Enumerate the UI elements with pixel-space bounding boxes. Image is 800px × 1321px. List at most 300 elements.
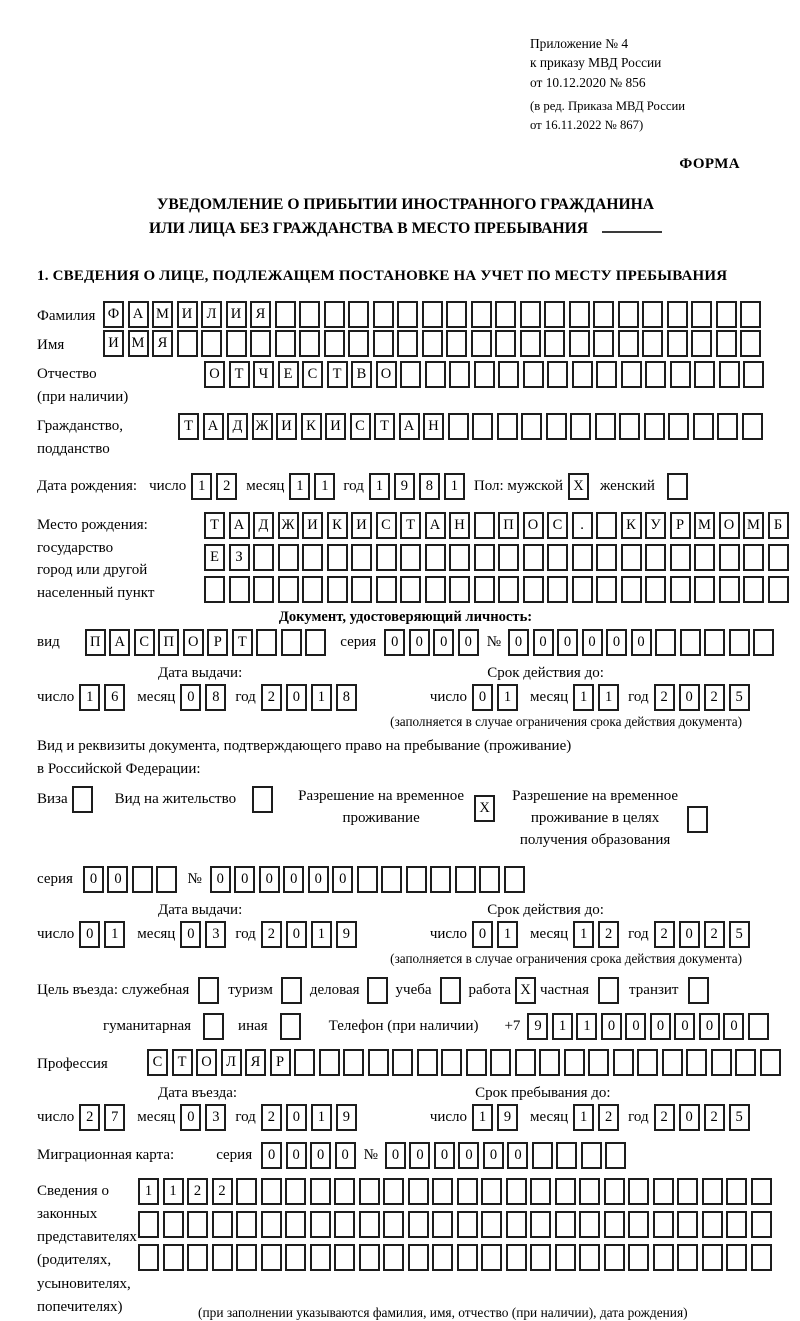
char-cell[interactable]: О (204, 361, 225, 388)
char-cell[interactable] (351, 544, 372, 571)
char-cell[interactable] (668, 413, 689, 440)
char-cell[interactable]: П (158, 629, 179, 656)
char-cell[interactable] (359, 1244, 380, 1271)
char-cell[interactable]: 2 (261, 921, 282, 948)
char-cell[interactable]: 0 (409, 629, 430, 656)
char-cell[interactable] (229, 576, 250, 603)
char-cell[interactable] (327, 544, 348, 571)
char-cell[interactable] (471, 330, 492, 357)
char-cell[interactable] (711, 1049, 732, 1076)
char-cell[interactable] (523, 576, 544, 603)
char-cell[interactable] (422, 330, 443, 357)
char-cell[interactable] (619, 413, 640, 440)
char-cell[interactable]: Т (229, 361, 250, 388)
char-cell[interactable] (717, 413, 738, 440)
char-cell[interactable] (448, 413, 469, 440)
char-cell[interactable] (472, 413, 493, 440)
char-cell[interactable]: К (621, 512, 642, 539)
char-cell[interactable] (250, 330, 271, 357)
char-cell[interactable] (588, 1049, 609, 1076)
char-cell[interactable] (504, 866, 525, 893)
char-cell[interactable] (449, 544, 470, 571)
char-cell[interactable]: Т (374, 413, 395, 440)
char-cell[interactable]: 2 (261, 684, 282, 711)
char-cell[interactable]: 0 (79, 921, 100, 948)
char-cell[interactable]: 2 (79, 1104, 100, 1131)
char-cell[interactable]: 9 (336, 1104, 357, 1131)
char-cell[interactable] (285, 1178, 306, 1205)
char-cell[interactable] (187, 1244, 208, 1271)
char-cell[interactable] (156, 866, 177, 893)
char-cell[interactable]: И (276, 413, 297, 440)
char-cell[interactable]: 6 (104, 684, 125, 711)
char-cell[interactable] (408, 1244, 429, 1271)
char-cell[interactable] (457, 1244, 478, 1271)
char-cell[interactable] (544, 330, 565, 357)
char-cell[interactable] (471, 301, 492, 328)
char-cell[interactable] (579, 1244, 600, 1271)
char-cell[interactable] (359, 1178, 380, 1205)
char-cell[interactable]: 0 (234, 866, 255, 893)
char-cell[interactable] (457, 1211, 478, 1238)
char-cell[interactable]: 0 (283, 866, 304, 893)
char-cell[interactable] (400, 544, 421, 571)
char-cell[interactable] (628, 1211, 649, 1238)
char-cell[interactable] (163, 1244, 184, 1271)
char-cell[interactable] (490, 1049, 511, 1076)
char-cell[interactable]: 0 (507, 1142, 528, 1169)
char-cell[interactable] (719, 576, 740, 603)
char-cell[interactable] (201, 330, 222, 357)
char-cell[interactable]: X (515, 977, 536, 1004)
char-cell[interactable] (285, 1211, 306, 1238)
char-cell[interactable] (753, 629, 774, 656)
char-cell[interactable] (547, 361, 568, 388)
char-cell[interactable] (662, 1049, 683, 1076)
char-cell[interactable]: 3 (205, 921, 226, 948)
char-cell[interactable] (642, 330, 663, 357)
char-cell[interactable] (515, 1049, 536, 1076)
char-cell[interactable] (520, 330, 541, 357)
char-cell[interactable] (693, 413, 714, 440)
char-cell[interactable]: 2 (212, 1178, 233, 1205)
char-cell[interactable] (716, 330, 737, 357)
char-cell[interactable]: Т (172, 1049, 193, 1076)
char-cell[interactable]: 0 (180, 921, 201, 948)
char-cell[interactable] (367, 977, 388, 1004)
char-cell[interactable] (302, 544, 323, 571)
char-cell[interactable] (334, 1244, 355, 1271)
char-cell[interactable]: Е (204, 544, 225, 571)
char-cell[interactable] (281, 977, 302, 1004)
char-cell[interactable]: С (547, 512, 568, 539)
char-cell[interactable]: 1 (289, 473, 310, 500)
char-cell[interactable]: 1 (573, 684, 594, 711)
char-cell[interactable] (670, 576, 691, 603)
char-cell[interactable]: М (152, 301, 173, 328)
char-cell[interactable] (572, 361, 593, 388)
char-cell[interactable]: 2 (216, 473, 237, 500)
char-cell[interactable]: 0 (286, 1104, 307, 1131)
char-cell[interactable] (324, 301, 345, 328)
char-cell[interactable] (359, 1211, 380, 1238)
char-cell[interactable]: О (376, 361, 397, 388)
char-cell[interactable] (645, 361, 666, 388)
char-cell[interactable]: 1 (576, 1013, 597, 1040)
char-cell[interactable] (680, 629, 701, 656)
char-cell[interactable]: 1 (163, 1178, 184, 1205)
char-cell[interactable] (449, 576, 470, 603)
char-cell[interactable] (729, 629, 750, 656)
char-cell[interactable] (278, 544, 299, 571)
char-cell[interactable] (348, 301, 369, 328)
char-cell[interactable]: 1 (191, 473, 212, 500)
char-cell[interactable] (691, 301, 712, 328)
char-cell[interactable] (294, 1049, 315, 1076)
char-cell[interactable]: 0 (433, 629, 454, 656)
char-cell[interactable]: С (134, 629, 155, 656)
char-cell[interactable] (334, 1211, 355, 1238)
char-cell[interactable] (645, 544, 666, 571)
char-cell[interactable]: 7 (104, 1104, 125, 1131)
char-cell[interactable] (253, 544, 274, 571)
char-cell[interactable]: 0 (385, 1142, 406, 1169)
char-cell[interactable] (497, 413, 518, 440)
char-cell[interactable] (604, 1244, 625, 1271)
char-cell[interactable]: Р (207, 629, 228, 656)
char-cell[interactable]: 0 (261, 1142, 282, 1169)
char-cell[interactable]: 2 (704, 1104, 725, 1131)
char-cell[interactable]: У (645, 512, 666, 539)
char-cell[interactable]: 0 (625, 1013, 646, 1040)
char-cell[interactable]: 0 (409, 1142, 430, 1169)
char-cell[interactable] (432, 1211, 453, 1238)
char-cell[interactable]: 0 (83, 866, 104, 893)
char-cell[interactable] (748, 1013, 769, 1040)
char-cell[interactable] (425, 361, 446, 388)
char-cell[interactable]: 0 (679, 1104, 700, 1131)
char-cell[interactable]: 9 (336, 921, 357, 948)
char-cell[interactable] (278, 576, 299, 603)
char-cell[interactable] (572, 544, 593, 571)
char-cell[interactable] (422, 301, 443, 328)
char-cell[interactable] (408, 1211, 429, 1238)
char-cell[interactable]: 2 (261, 1104, 282, 1131)
char-cell[interactable] (343, 1049, 364, 1076)
char-cell[interactable] (495, 301, 516, 328)
char-cell[interactable]: 2 (654, 684, 675, 711)
char-cell[interactable] (261, 1211, 282, 1238)
char-cell[interactable]: А (203, 413, 224, 440)
char-cell[interactable]: Ж (278, 512, 299, 539)
char-cell[interactable] (521, 413, 542, 440)
char-cell[interactable]: 1 (79, 684, 100, 711)
char-cell[interactable] (299, 330, 320, 357)
char-cell[interactable] (564, 1049, 585, 1076)
char-cell[interactable]: 1 (444, 473, 465, 500)
char-cell[interactable] (688, 977, 709, 1004)
char-cell[interactable] (446, 301, 467, 328)
char-cell[interactable]: 5 (729, 684, 750, 711)
char-cell[interactable] (198, 977, 219, 1004)
char-cell[interactable]: 0 (508, 629, 529, 656)
char-cell[interactable] (376, 576, 397, 603)
char-cell[interactable] (212, 1244, 233, 1271)
char-cell[interactable] (72, 786, 93, 813)
char-cell[interactable]: И (103, 330, 124, 357)
char-cell[interactable] (581, 1142, 602, 1169)
char-cell[interactable] (373, 301, 394, 328)
char-cell[interactable]: Т (400, 512, 421, 539)
char-cell[interactable]: 0 (533, 629, 554, 656)
char-cell[interactable]: И (351, 512, 372, 539)
char-cell[interactable]: 1 (104, 921, 125, 948)
char-cell[interactable] (667, 330, 688, 357)
char-cell[interactable] (212, 1211, 233, 1238)
char-cell[interactable] (569, 330, 590, 357)
char-cell[interactable] (735, 1049, 756, 1076)
char-cell[interactable] (555, 1178, 576, 1205)
char-cell[interactable]: 0 (650, 1013, 671, 1040)
char-cell[interactable]: С (376, 512, 397, 539)
char-cell[interactable] (446, 330, 467, 357)
char-cell[interactable] (466, 1049, 487, 1076)
char-cell[interactable] (252, 786, 273, 813)
char-cell[interactable] (572, 576, 593, 603)
char-cell[interactable]: Д (253, 512, 274, 539)
char-cell[interactable]: 0 (699, 1013, 720, 1040)
char-cell[interactable] (226, 330, 247, 357)
char-cell[interactable] (618, 301, 639, 328)
char-cell[interactable]: В (351, 361, 372, 388)
char-cell[interactable]: Л (201, 301, 222, 328)
char-cell[interactable] (397, 301, 418, 328)
char-cell[interactable] (702, 1211, 723, 1238)
char-cell[interactable] (506, 1244, 527, 1271)
char-cell[interactable] (628, 1178, 649, 1205)
char-cell[interactable]: 9 (394, 473, 415, 500)
char-cell[interactable] (719, 361, 740, 388)
char-cell[interactable] (604, 1211, 625, 1238)
char-cell[interactable]: И (177, 301, 198, 328)
char-cell[interactable] (299, 301, 320, 328)
char-cell[interactable] (406, 866, 427, 893)
char-cell[interactable]: 0 (335, 1142, 356, 1169)
char-cell[interactable] (618, 330, 639, 357)
char-cell[interactable] (751, 1178, 772, 1205)
char-cell[interactable]: 0 (286, 1142, 307, 1169)
char-cell[interactable]: 0 (458, 1142, 479, 1169)
char-cell[interactable] (138, 1211, 159, 1238)
char-cell[interactable]: . (572, 512, 593, 539)
char-cell[interactable]: 0 (674, 1013, 695, 1040)
char-cell[interactable] (481, 1211, 502, 1238)
char-cell[interactable] (481, 1178, 502, 1205)
char-cell[interactable]: 1 (598, 684, 619, 711)
char-cell[interactable] (132, 866, 153, 893)
char-cell[interactable]: 1 (314, 473, 335, 500)
char-cell[interactable]: 0 (286, 684, 307, 711)
char-cell[interactable] (334, 1178, 355, 1205)
char-cell[interactable]: М (128, 330, 149, 357)
char-cell[interactable] (236, 1211, 257, 1238)
char-cell[interactable] (621, 576, 642, 603)
char-cell[interactable] (544, 301, 565, 328)
char-cell[interactable]: 0 (723, 1013, 744, 1040)
char-cell[interactable] (506, 1211, 527, 1238)
char-cell[interactable] (704, 629, 725, 656)
char-cell[interactable]: 5 (729, 1104, 750, 1131)
char-cell[interactable]: 0 (384, 629, 405, 656)
char-cell[interactable] (530, 1178, 551, 1205)
char-cell[interactable] (408, 1178, 429, 1205)
char-cell[interactable] (310, 1244, 331, 1271)
char-cell[interactable]: Т (178, 413, 199, 440)
char-cell[interactable]: 1 (311, 1104, 332, 1131)
char-cell[interactable]: А (425, 512, 446, 539)
char-cell[interactable]: 2 (598, 921, 619, 948)
char-cell[interactable] (547, 576, 568, 603)
char-cell[interactable] (621, 361, 642, 388)
char-cell[interactable] (740, 301, 761, 328)
char-cell[interactable] (670, 544, 691, 571)
char-cell[interactable]: 0 (180, 684, 201, 711)
char-cell[interactable]: Л (221, 1049, 242, 1076)
char-cell[interactable]: 0 (631, 629, 652, 656)
char-cell[interactable] (686, 1049, 707, 1076)
char-cell[interactable] (523, 361, 544, 388)
char-cell[interactable] (694, 361, 715, 388)
char-cell[interactable]: 0 (180, 1104, 201, 1131)
char-cell[interactable] (642, 301, 663, 328)
char-cell[interactable]: 8 (336, 684, 357, 711)
char-cell[interactable] (417, 1049, 438, 1076)
char-cell[interactable]: Ч (253, 361, 274, 388)
char-cell[interactable] (449, 361, 470, 388)
char-cell[interactable]: М (694, 512, 715, 539)
char-cell[interactable]: И (325, 413, 346, 440)
char-cell[interactable]: 0 (310, 1142, 331, 1169)
char-cell[interactable] (498, 361, 519, 388)
char-cell[interactable] (498, 544, 519, 571)
char-cell[interactable] (383, 1211, 404, 1238)
char-cell[interactable]: 1 (311, 921, 332, 948)
char-cell[interactable]: О (183, 629, 204, 656)
char-cell[interactable] (667, 473, 688, 500)
char-cell[interactable]: 0 (601, 1013, 622, 1040)
char-cell[interactable] (383, 1244, 404, 1271)
char-cell[interactable] (474, 544, 495, 571)
char-cell[interactable] (523, 544, 544, 571)
char-cell[interactable]: 1 (573, 921, 594, 948)
char-cell[interactable]: О (196, 1049, 217, 1076)
char-cell[interactable]: 0 (107, 866, 128, 893)
char-cell[interactable] (479, 866, 500, 893)
char-cell[interactable] (457, 1178, 478, 1205)
char-cell[interactable]: 2 (187, 1178, 208, 1205)
char-cell[interactable] (670, 361, 691, 388)
char-cell[interactable]: И (302, 512, 323, 539)
char-cell[interactable]: 0 (210, 866, 231, 893)
char-cell[interactable]: 2 (598, 1104, 619, 1131)
char-cell[interactable]: 1 (472, 1104, 493, 1131)
char-cell[interactable]: С (350, 413, 371, 440)
char-cell[interactable] (598, 977, 619, 1004)
char-cell[interactable]: 0 (332, 866, 353, 893)
char-cell[interactable] (376, 544, 397, 571)
char-cell[interactable] (596, 512, 617, 539)
char-cell[interactable] (605, 1142, 626, 1169)
char-cell[interactable] (204, 576, 225, 603)
char-cell[interactable] (579, 1178, 600, 1205)
char-cell[interactable] (653, 1178, 674, 1205)
char-cell[interactable] (555, 1211, 576, 1238)
char-cell[interactable]: 1 (369, 473, 390, 500)
char-cell[interactable] (547, 544, 568, 571)
char-cell[interactable] (743, 544, 764, 571)
char-cell[interactable] (275, 330, 296, 357)
char-cell[interactable] (555, 1244, 576, 1271)
char-cell[interactable]: А (109, 629, 130, 656)
char-cell[interactable] (751, 1211, 772, 1238)
char-cell[interactable]: 0 (483, 1142, 504, 1169)
char-cell[interactable] (520, 301, 541, 328)
char-cell[interactable] (481, 1244, 502, 1271)
char-cell[interactable] (430, 866, 451, 893)
char-cell[interactable] (138, 1244, 159, 1271)
char-cell[interactable]: Б (768, 512, 789, 539)
char-cell[interactable] (637, 1049, 658, 1076)
char-cell[interactable] (368, 1049, 389, 1076)
char-cell[interactable] (655, 629, 676, 656)
char-cell[interactable] (742, 413, 763, 440)
char-cell[interactable]: 0 (472, 921, 493, 948)
char-cell[interactable] (280, 1013, 301, 1040)
char-cell[interactable]: А (128, 301, 149, 328)
char-cell[interactable]: 0 (308, 866, 329, 893)
char-cell[interactable] (203, 1013, 224, 1040)
char-cell[interactable]: 2 (654, 1104, 675, 1131)
char-cell[interactable]: Р (670, 512, 691, 539)
char-cell[interactable] (400, 361, 421, 388)
char-cell[interactable]: 2 (704, 684, 725, 711)
char-cell[interactable] (677, 1178, 698, 1205)
char-cell[interactable] (440, 977, 461, 1004)
char-cell[interactable]: П (498, 512, 519, 539)
char-cell[interactable] (495, 330, 516, 357)
char-cell[interactable] (392, 1049, 413, 1076)
char-cell[interactable] (702, 1178, 723, 1205)
char-cell[interactable] (716, 301, 737, 328)
char-cell[interactable]: 1 (573, 1104, 594, 1131)
char-cell[interactable]: 0 (472, 684, 493, 711)
char-cell[interactable] (253, 576, 274, 603)
char-cell[interactable] (539, 1049, 560, 1076)
char-cell[interactable] (653, 1211, 674, 1238)
char-cell[interactable]: 8 (419, 473, 440, 500)
char-cell[interactable] (593, 330, 614, 357)
char-cell[interactable]: Я (245, 1049, 266, 1076)
char-cell[interactable]: Я (152, 330, 173, 357)
char-cell[interactable] (506, 1178, 527, 1205)
char-cell[interactable] (596, 544, 617, 571)
char-cell[interactable]: З (229, 544, 250, 571)
char-cell[interactable] (400, 576, 421, 603)
char-cell[interactable] (432, 1244, 453, 1271)
char-cell[interactable]: Т (232, 629, 253, 656)
char-cell[interactable]: 2 (654, 921, 675, 948)
char-cell[interactable] (743, 361, 764, 388)
